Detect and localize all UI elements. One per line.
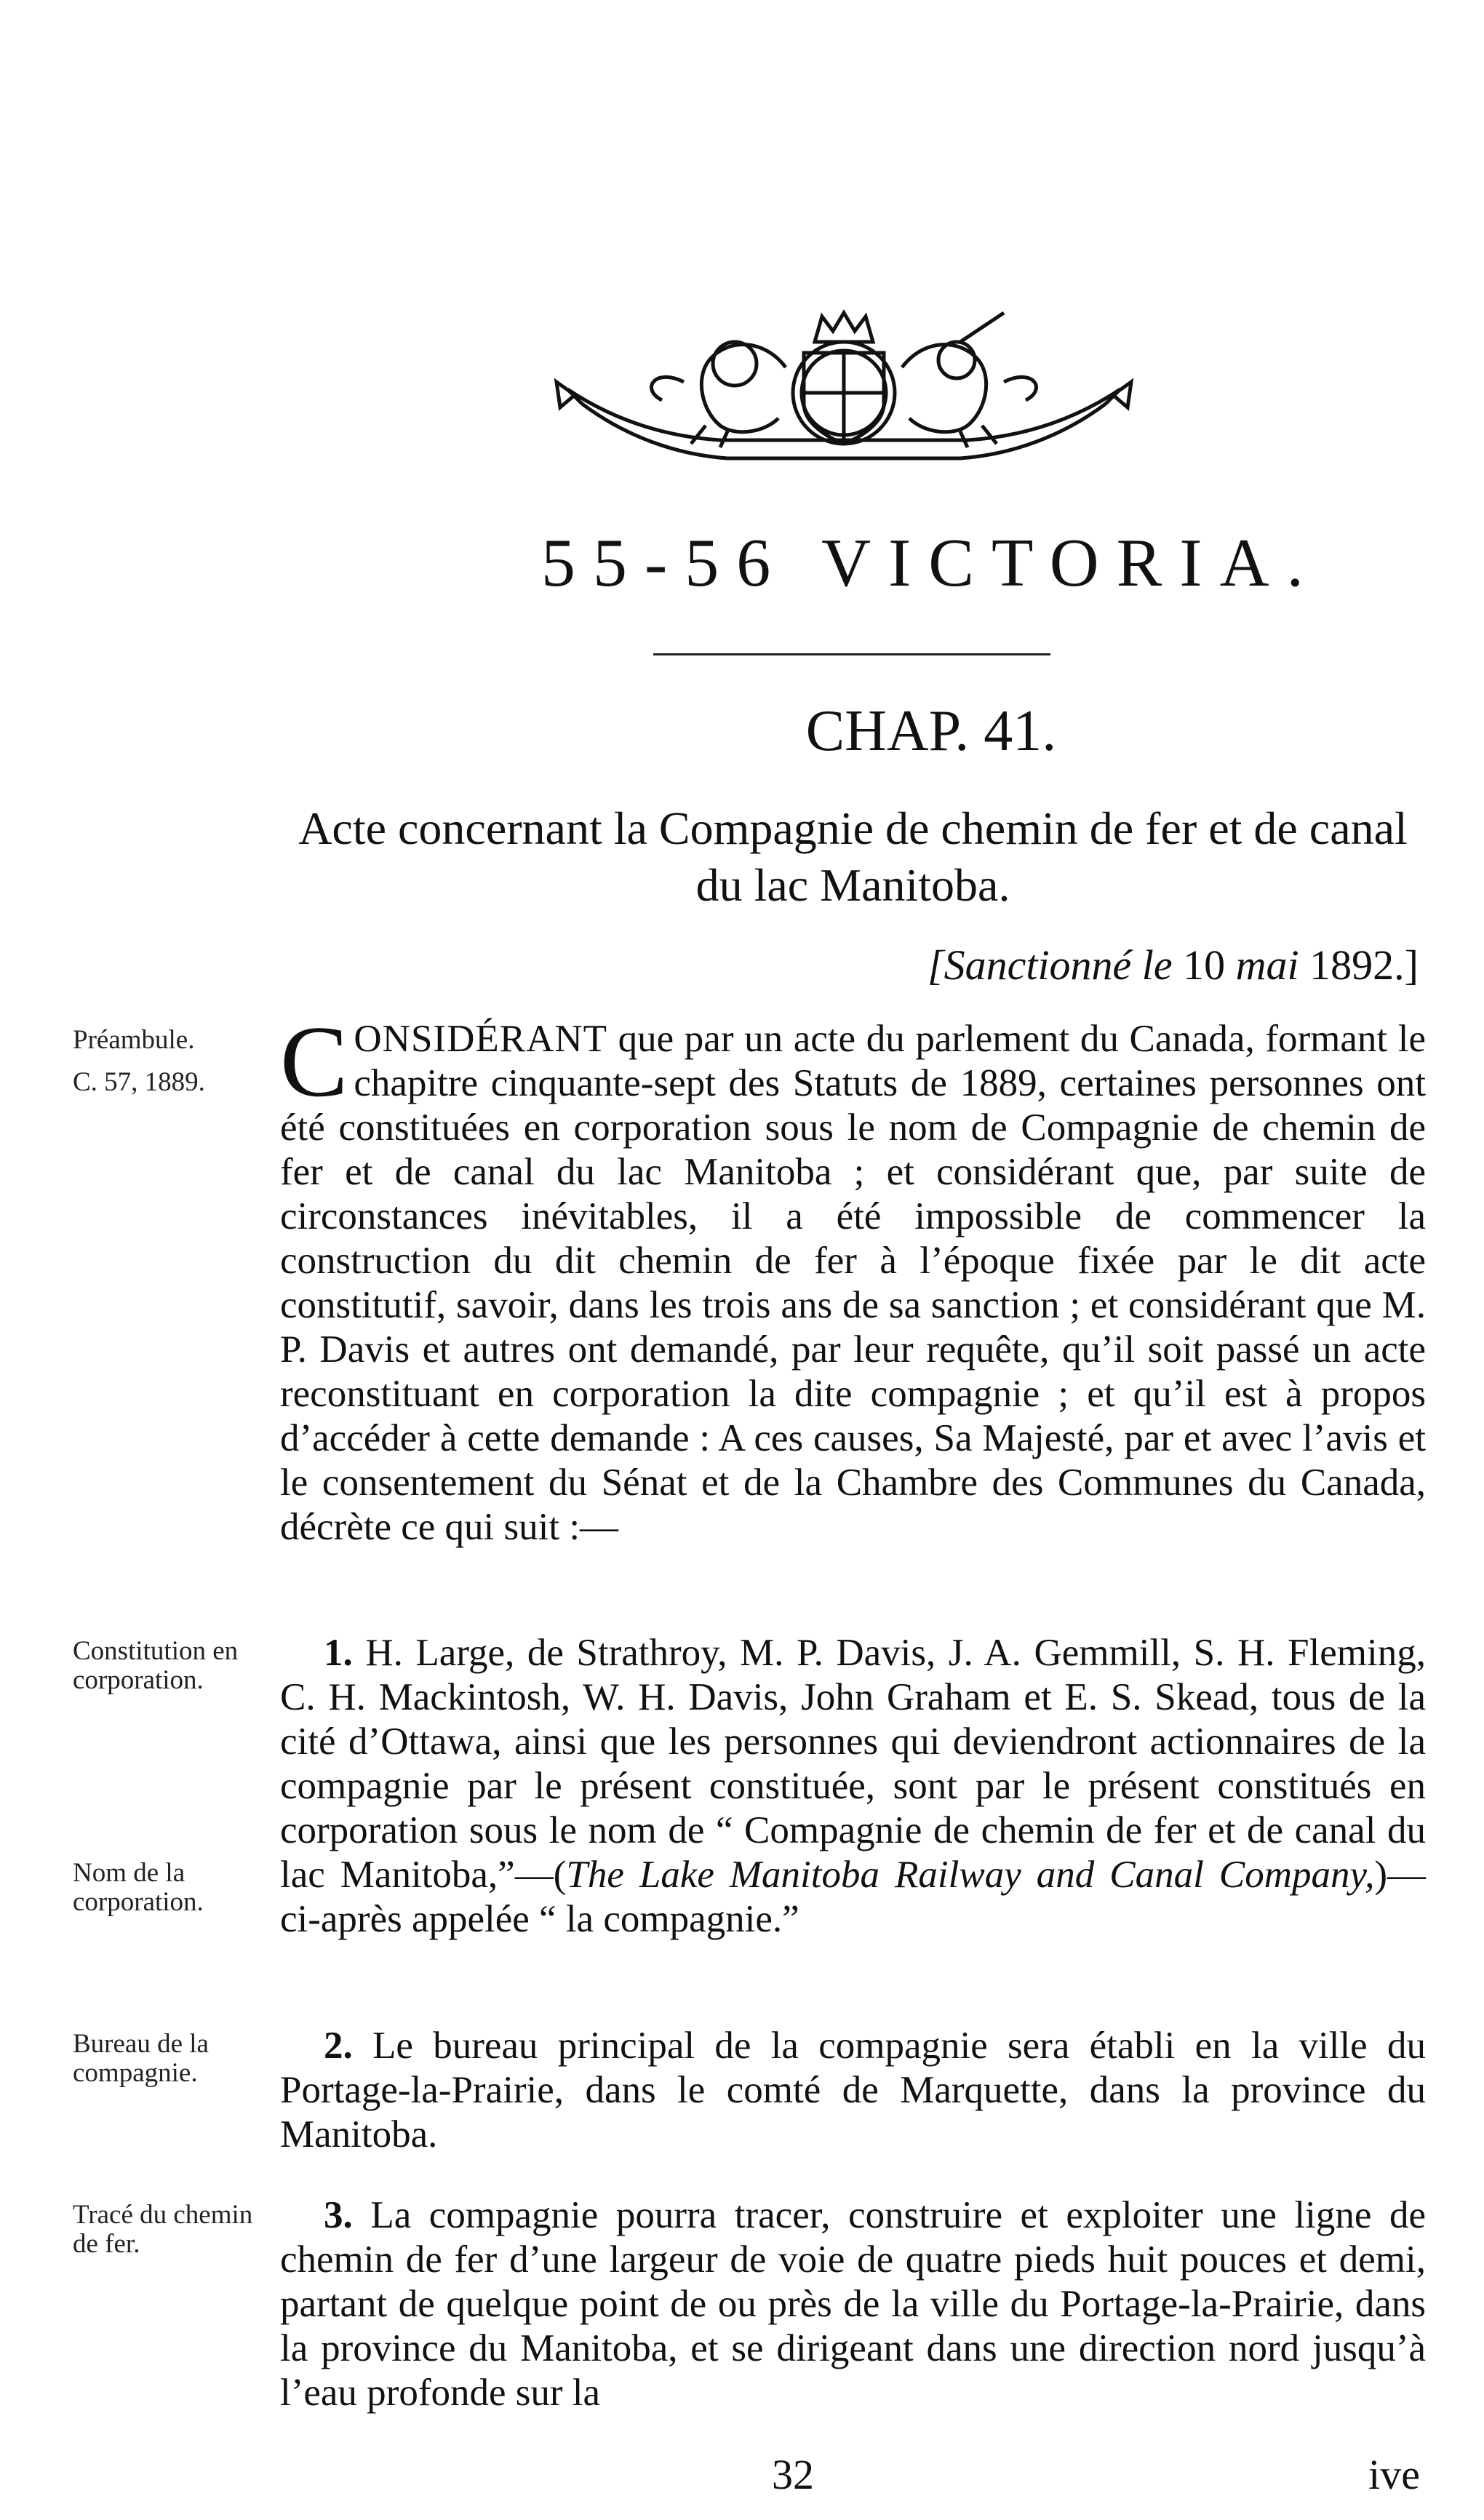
title-rule bbox=[653, 653, 1050, 655]
sanction-day: 10 bbox=[1183, 941, 1226, 989]
section-number: 3. bbox=[324, 2194, 353, 2236]
preamble-paragraph bbox=[280, 1005, 1426, 1550]
margin-note-constitution: Constitution en corporation. bbox=[73, 1636, 239, 1695]
royal-coat-of-arms-icon bbox=[553, 309, 1135, 477]
sanction-year: 1892.] bbox=[1309, 941, 1419, 989]
section-2 bbox=[280, 2024, 1426, 2157]
section-text: La compagnie pourra tracer, construire et exploiter une ligne de chemin de fer d’une largeur de voie de quatre pieds huit pouces et demi, partant de quelque point de ou près de la ville du Portage-la-Prairie, dans la province du Manitoba, et se dirigeant dans une direction nord jusqu’à l’eau profonde sur la bbox=[280, 2194, 1426, 2414]
margin-note-name: Nom de la corporation. bbox=[73, 1858, 204, 1917]
company-english-name: The Lake Manitoba Railway and Canal Company, bbox=[566, 1854, 1375, 1896]
chapter-heading: CHAP. 41. bbox=[805, 699, 1057, 763]
sanction-month: mai bbox=[1235, 941, 1299, 989]
margin-note-preamble: Préambule. bbox=[73, 1025, 195, 1055]
margin-note-office: Bureau de la compagnie. bbox=[73, 2029, 209, 2088]
page-number: 32 bbox=[772, 2451, 814, 2498]
catchword: ive bbox=[1368, 2451, 1420, 2498]
act-title: Acte concernant la Compagnie de chemin de fer et de canal du lac Manitoba. bbox=[298, 802, 1408, 911]
dropcap: C bbox=[280, 1005, 348, 1118]
margin-note-route: Tracé du chemin de fer. bbox=[73, 2200, 253, 2259]
section-text: Le bureau principal de la compagnie sera établi en la ville du Portage-la-Prairie, dans le comté de Marquette, dans la province du Manitoba. bbox=[280, 2025, 1426, 2156]
section-number: 1. bbox=[324, 1632, 353, 1674]
section-number: 2. bbox=[324, 2025, 353, 2067]
margin-note-reference: C. 57, 1889. bbox=[73, 1067, 205, 1097]
preamble-text: que par un acte du parlement du Canada, formant le chapitre cinquante-sept des Statuts de 1889, certaines personnes ont été constituées en corporation sous le nom de Compagnie de chemin de fer et de canal du lac Manitoba ; et considérant que, par suite de circonstances inévitables, il a été impossible de commencer la construction du dit chemin de fer à l’époque fixée par le dit acte constitutif, savoir, dans les trois ans de sa sanction ; et considérant que M. P. Davis et autres ont demandé, par leur requête, qu’il soit passé un acte reconstituant en corporation la dite compagnie ; et qu’il est à propos d’accéder à cette demande : A ces causes, Sa Majesté, par et avec l’avis et le consentement du Sénat et de la Chambre des Communes du Canada, décrète ce qui suit :— bbox=[280, 1018, 1426, 1548]
section-text-after: )—ci-après appelée “ la compagnie.” bbox=[280, 1854, 1426, 1940]
running-title: 55-56 VICTORIA. bbox=[541, 525, 1321, 601]
section-3 bbox=[280, 2193, 1426, 2415]
sanction-date bbox=[928, 940, 1419, 991]
section-text: H. Large, de Strathroy, M. P. Davis, J. A. Gemmill, S. H. Fleming, C. H. Mackintosh, W. H. Davis, John Graham et E. S. Skead, tous de la cité d’Ottawa, ainsi que les personnes qui deviendront actionnaires de la compagnie par le présent constituée, sont par le présent constitués en corporation sous le nom de “ Compagnie de chemin de fer et de canal du lac Manitoba,”—( bbox=[280, 1632, 1426, 1896]
sanction-prefix: [Sanctionné le bbox=[928, 941, 1173, 989]
preamble-lead: ONSIDÉRANT bbox=[354, 1018, 607, 1060]
section-1 bbox=[280, 1631, 1426, 1942]
